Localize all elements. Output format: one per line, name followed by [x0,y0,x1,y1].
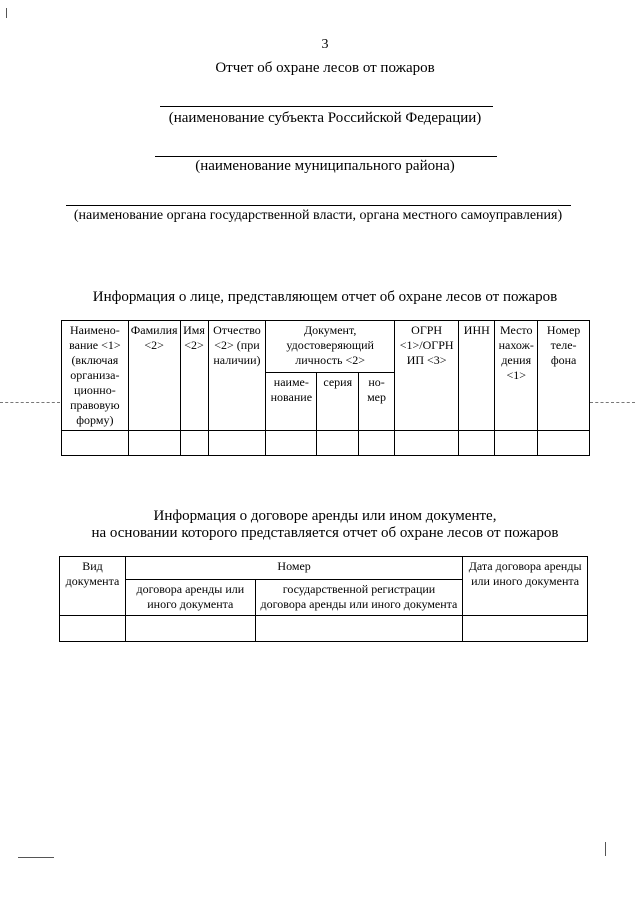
col-location: Место нахож- дения <1> [495,321,538,431]
authority-fill-line [66,205,571,206]
col-firstname: Имя <2> [180,321,208,431]
margin-dash [18,857,54,858]
fill-cell-phone[interactable] [538,431,590,456]
fill-cell-date[interactable] [463,616,588,642]
col-doc-number: но- мер [359,373,395,431]
col-registration-number: государственной регистрации договора аренды или иного документа [255,580,463,616]
fill-cell-doc-name[interactable] [266,431,317,456]
col-name: Наимено- вание <1> (включая организа- ционно- правовую форму) [62,321,129,431]
fill-cell-registration-number[interactable] [255,616,463,642]
fill-cell-patronymic[interactable] [208,431,266,456]
scan-dash [590,402,635,403]
fill-cell-firstname[interactable] [180,431,208,456]
col-doc-series: серия [317,373,359,431]
lease-info-table [59,556,588,642]
scan-dash [0,402,60,403]
col-doc-name: наиме- нование [266,373,317,431]
fill-cell-ogrn[interactable] [394,431,458,456]
person-info-table [61,320,590,456]
col-patronymic: Отчество <2> (при наличии) [208,321,266,431]
section2-heading-line1: Информация о договоре аренды или ином документе, [153,508,497,524]
authority-caption: (наименование органа государственной власти, органа местного самоуправления) [73,208,563,223]
margin-mark [605,842,606,856]
district-caption: (наименование муниципального района) [195,158,455,174]
page-number: 3 [321,37,329,52]
fill-cell-location[interactable] [495,431,538,456]
page-title: Отчет об охране лесов от пожаров [215,60,435,76]
section1-heading: Информация о лице, представляющем отчет об охране лесов от пожаров [92,289,558,305]
col-surname: Фамилия <2> [128,321,180,431]
subject-caption: (наименование субъекта Российской Федерации) [168,110,482,126]
col-number: Номер [125,557,462,580]
col-inn: ИНН [459,321,495,431]
district-fill-line [155,156,497,157]
col-document: Документ, удостоверяющий личность <2> [266,321,395,373]
col-phone: Номер теле- фона [538,321,590,431]
fill-cell-doc-number[interactable] [359,431,395,456]
margin-mark [6,8,7,18]
fill-cell-surname[interactable] [128,431,180,456]
col-date: Дата договора аренды или иного документа [463,557,588,616]
fill-cell-doc-type[interactable] [60,616,126,642]
section2-heading-line2: на основании которого представляется отчет об охране лесов от пожаров [91,525,559,541]
fill-cell-name[interactable] [62,431,129,456]
col-ogrn: ОГРН <1>/ОГРН ИП <3> [394,321,458,431]
fill-cell-doc-series[interactable] [317,431,359,456]
fill-cell-inn[interactable] [459,431,495,456]
col-doc-type: Вид документа [60,557,126,616]
subject-fill-line [160,106,493,107]
fill-cell-lease-number[interactable] [125,616,255,642]
col-lease-number: договора аренды или иного документа [125,580,255,616]
